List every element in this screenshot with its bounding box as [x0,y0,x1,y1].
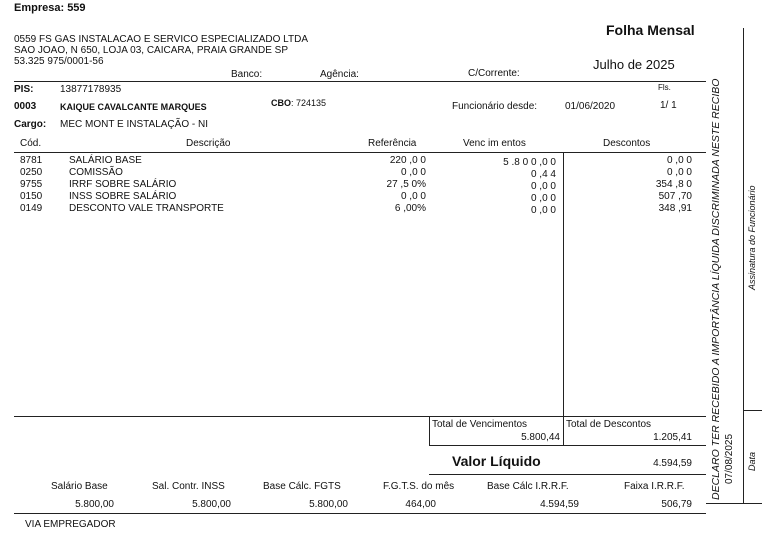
company-cnpj: 53.325 975/0001-56 [14,56,104,67]
totals-divider [14,416,706,417]
col-header-cod: Cód. [20,138,42,149]
header-divider [14,81,706,82]
col-header-referencia: Referência [368,138,417,149]
table-cell: 0 ,0 0 [530,205,556,216]
table-cell: 0149 [20,203,43,214]
cbo-value: : 724135 [291,98,327,108]
descontos-column [600,155,692,215]
table-cell: 348 ,91 [658,203,692,214]
total-venc-value: 5.800,44 [521,432,560,443]
table-cell: 0250 [20,167,43,178]
employee-code: 0003 [14,101,37,112]
total-desc-value: 1.205,41 [653,432,692,443]
table-cell: 0 ,0 0 [530,193,556,204]
col-header-descontos: Descontos [603,138,651,149]
liquido-value: 4.594,59 [653,458,692,469]
liquido-divider [429,445,706,446]
table-cell: 0 ,4 4 [530,169,556,180]
footer-label-base-fgts: Base Cálc. FGTS [263,481,341,492]
table-cell: 6 ,00% [394,203,426,214]
footer-label-faixa-irrf: Faixa I.R.R.F. [624,481,685,492]
cbo-label: CBO [271,98,291,108]
total-desc-label: Total de Descontos [566,419,652,430]
banco-label: Banco: [231,69,263,80]
referencias-column [330,155,426,215]
liquido-bottom-divider [429,474,706,475]
table-cell: 9755 [20,179,43,190]
table-cell: 5 .8 0 0 ,0 0 [503,157,556,168]
footer-value-sal-contr-inss: 5.800,00 [192,499,231,510]
col-header-vencimentos: Venc im entos [463,138,526,149]
table-cell: SALÁRIO BASE [69,155,142,166]
table-cell: 0 ,0 0 [530,181,556,192]
footer-label-salario-base: Salário Base [51,481,108,492]
table-cell: 0150 [20,191,43,202]
side-date-divider [743,410,762,411]
pis-label: PIS: [14,84,34,95]
vencimentos-column [460,157,556,217]
total-venc-label: Total de Vencimentos [432,419,528,430]
table-cell: 220 ,0 0 [389,155,426,166]
signature-label: Assinatura do Funcionário [747,185,757,290]
fls-label: Fls. [658,83,671,92]
table-cell: 0 ,0 0 [666,167,692,178]
footer-value-faixa-irrf: 506,79 [661,499,692,510]
descriptions-column [69,155,224,215]
table-cell: 0 ,0 0 [666,155,692,166]
table-cell: 8781 [20,155,43,166]
empresa-label: Empresa: 559 [14,2,86,14]
cargo-value: MEC MONT E INSTALAÇÃO - NI [60,119,208,130]
codes-column [20,155,42,215]
company-address: SAO JOAO, N 650, LOJA 03, CAICARA, PRAIA GRANDE SP [14,45,288,56]
date-label: Data [747,451,757,471]
table-cell: DESCONTO VALE TRANSPORTE [69,203,224,214]
footer-label-fgts-mes: F.G.T.S. do mês [383,481,455,492]
footer-value-base-fgts: 5.800,00 [309,499,348,510]
footer-value-salario-base: 5.800,00 [75,499,114,510]
table-cell: 507 ,70 [658,191,692,202]
table-cell: COMISSÃO [69,167,123,178]
footer-divider [14,513,706,514]
table-cell: 0 ,0 0 [400,191,426,202]
side-bottom-border [706,503,762,504]
cbo [271,98,326,108]
table-cell: 0 ,0 0 [400,167,426,178]
side-inner-border [743,28,744,503]
table-cell: IRRF SOBRE SALÁRIO [69,179,177,190]
since-label: Funcionário desde: [452,101,538,112]
table-cell: 27 ,5 0% [386,179,426,190]
doc-title: Folha Mensal [606,22,695,38]
footer-value-base-irrf: 4.594,59 [540,499,579,510]
period: Julho de 2025 [593,57,675,72]
company-name: 0559 FS GAS INSTALACAO E SERVICO ESPECIALIZADO LTDA [14,34,308,45]
declaration-date: 07/08/2025 [724,433,735,484]
col-header-descricao: Descrição [186,138,231,149]
fls-value: 1/ 1 [660,100,677,111]
table-cell: 354 ,8 0 [655,179,692,190]
table-column-separator [563,153,564,445]
table-header-divider [14,152,706,153]
cargo-label: Cargo: [14,119,47,130]
via-label: VIA EMPREGADOR [25,519,116,530]
declaration-text: DECLARO TER RECEBIDO A IMPORTÂNCIA LÍQUIDA DISCRIMINADA NESTE RECIBO [710,78,722,500]
since-value: 01/06/2020 [565,101,616,112]
pis-value: 13877178935 [60,84,122,95]
totals-left-border [429,416,430,446]
footer-label-base-irrf: Base Cálc I.R.R.F. [487,481,569,492]
agencia-label: Agência: [320,69,359,80]
liquido-label: Valor Líquido [452,453,541,469]
table-cell: INSS SOBRE SALÁRIO [69,191,177,202]
corrente-label: C/Corrente: [468,68,520,79]
employee-name: KAIQUE CAVALCANTE MARQUES [60,102,207,112]
footer-value-fgts-mes: 464,00 [405,499,436,510]
footer-label-sal-contr-inss: Sal. Contr. INSS [152,481,225,492]
